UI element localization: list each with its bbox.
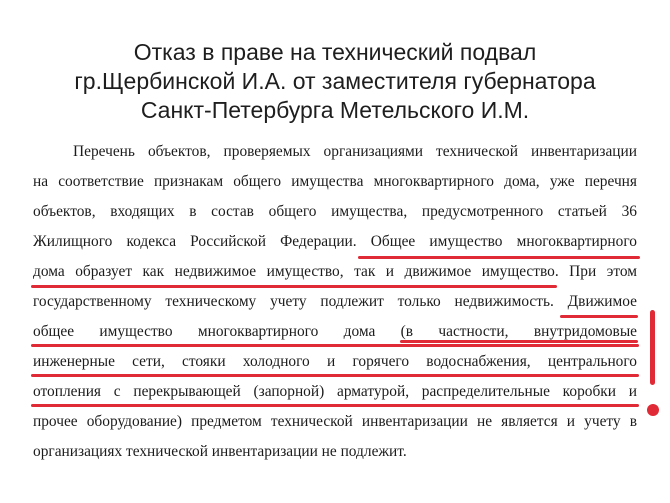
exclamation-bar [650,310,655,385]
document-line-6: государственному техническому учету подлежит только недвижимость. Движимое [33,293,637,310]
title-line-1: Отказ в праве на технический подвал [133,39,537,65]
scanned-document [0,128,670,503]
highlight-underline [560,315,638,318]
highlight-underline [31,404,639,407]
document-line-3: объектов, входящих в состав общего имущества, предусмотренного статьей 36 [33,203,637,220]
title-line-2: гр.Щербинской И.А. от заместителя губернатора [74,68,596,94]
highlight-underline [358,256,640,259]
title-line-3: Санкт-Петербурга Метельского И.М. [140,97,530,123]
exclamation-dot [647,404,659,416]
document-line-8: инженерные сети, стояки холодного и горячего водоснабжения, центрального [33,353,637,370]
page-title [0,38,670,125]
highlight-underline [31,344,639,347]
document-line-1: Перечень объектов, проверяемых организациями технической инвентаризации [73,143,637,160]
document-line-4: Жилищного кодекса Российской Федерации. Общее имущество многоквартирного [33,233,637,250]
highlight-underline [31,285,557,288]
document-line-10: прочее оборудование) предметом технической инвентаризации не является и учету в [33,413,637,430]
document-line-7: общее имущество многоквартирного дома (в частности, внутридомовые [33,323,637,340]
document-line-5: дома образует как недвижимое имущество, так и движимое имущество. При этом [33,263,637,280]
document-line-2: на соответствие признакам общего имущества многоквартирного дома, уже перечня [33,173,637,190]
highlight-underline [31,374,639,377]
highlight-underline [400,340,638,343]
document-line-11: организациях технической инвентаризации не подлежит. [33,443,407,460]
document-line-9: отопления с перекрывающей (запорной) арматурой, распределительные коробки и [33,383,637,400]
